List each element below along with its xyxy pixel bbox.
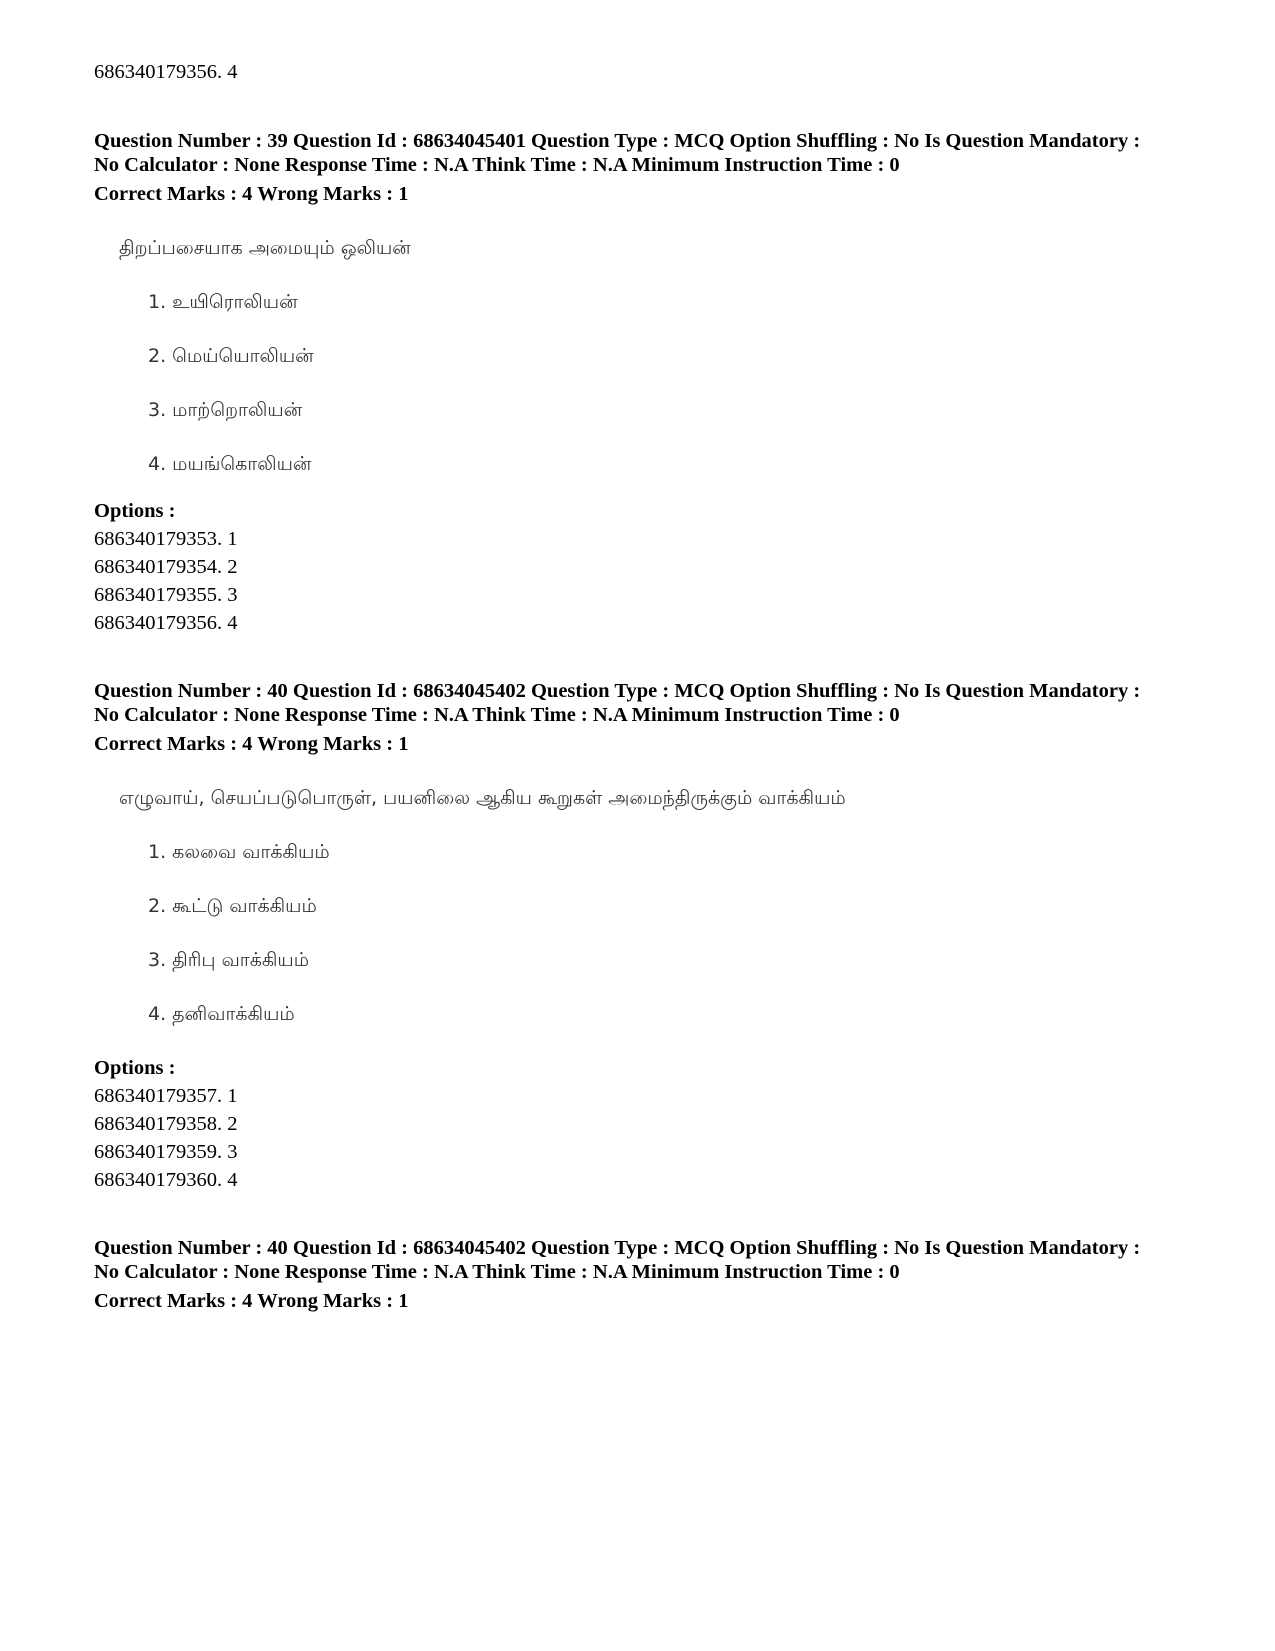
question-stem: திறப்பசையாக அமையும் ஒலியன் xyxy=(119,237,411,259)
question-header: No Calculator : None Response Time : N.A Think Time : N.A Minimum Instruction Time : 0 xyxy=(94,154,900,176)
answer-choice: 2. மெய்யொலியன் xyxy=(148,345,314,367)
answer-choice: 3. மாற்றொலியன் xyxy=(148,399,303,421)
option-line: 686340179359. 3 xyxy=(94,1141,238,1163)
question-stem: எழுவாய், செயப்படுபொருள், பயனிலை ஆகிய கூறுகள் அமைந்திருக்கும் வாக்கியம் xyxy=(119,787,846,809)
option-line: 686340179358. 2 xyxy=(94,1113,238,1135)
question-header: Question Number : 39 Question Id : 68634045401 Question Type : MCQ Option Shuffling : No Is Question Mandatory : xyxy=(94,130,1141,152)
option-line: 686340179356. 4 xyxy=(94,61,238,83)
answer-choice: 2. கூட்டு வாக்கியம் xyxy=(148,895,317,917)
question-header: Question Number : 40 Question Id : 68634045402 Question Type : MCQ Option Shuffling : No Is Question Mandatory : xyxy=(94,1237,1141,1259)
answer-choice: 4. மயங்கொலியன் xyxy=(148,453,312,475)
question-marks: Correct Marks : 4 Wrong Marks : 1 xyxy=(94,1290,409,1312)
question-marks: Correct Marks : 4 Wrong Marks : 1 xyxy=(94,733,409,755)
question-header: No Calculator : None Response Time : N.A Think Time : N.A Minimum Instruction Time : 0 xyxy=(94,1261,900,1283)
option-line: 686340179360. 4 xyxy=(94,1169,238,1191)
question-header: Question Number : 40 Question Id : 68634045402 Question Type : MCQ Option Shuffling : No Is Question Mandatory : xyxy=(94,680,1141,702)
option-line: 686340179353. 1 xyxy=(94,528,238,550)
answer-choice: 1. உயிரொலியன் xyxy=(148,291,298,313)
answer-choice: 4. தனிவாக்கியம் xyxy=(148,1003,295,1025)
option-line: 686340179355. 3 xyxy=(94,584,238,606)
question-marks: Correct Marks : 4 Wrong Marks : 1 xyxy=(94,183,409,205)
answer-choice: 1. கலவை வாக்கியம் xyxy=(148,841,330,863)
question-header: No Calculator : None Response Time : N.A Think Time : N.A Minimum Instruction Time : 0 xyxy=(94,704,900,726)
option-line: 686340179357. 1 xyxy=(94,1085,238,1107)
answer-choice: 3. திரிபு வாக்கியம் xyxy=(148,949,309,971)
options-label: Options : xyxy=(94,1057,176,1079)
options-label: Options : xyxy=(94,500,176,522)
option-line: 686340179354. 2 xyxy=(94,556,238,578)
option-line: 686340179356. 4 xyxy=(94,612,238,634)
